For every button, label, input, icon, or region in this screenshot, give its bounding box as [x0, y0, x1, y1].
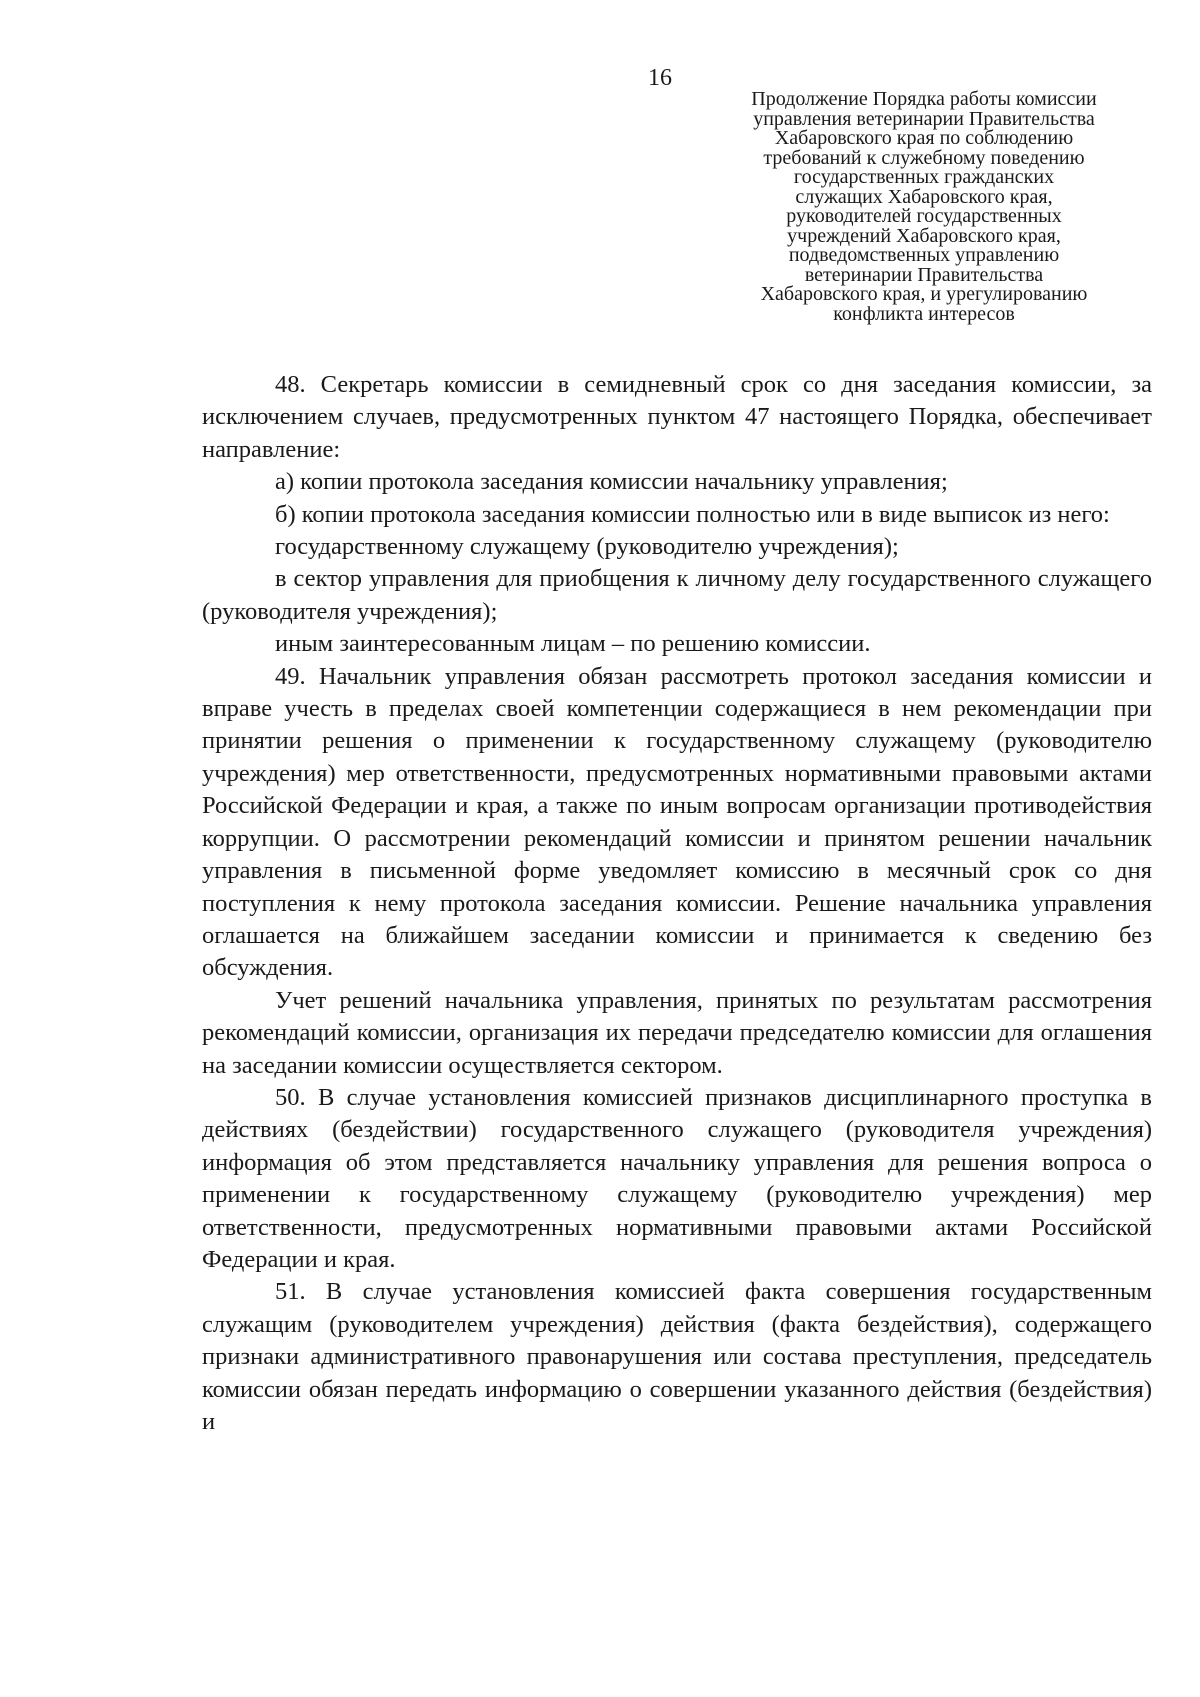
paragraph-48-recipient-others: иным заинтересованным лицам – по решению комиссии.: [275, 630, 871, 658]
header-line: требований к служебному поведению: [763, 146, 1085, 169]
document-body: [202, 369, 1152, 1438]
paragraph-48: 48. Секретарь комиссии в семидневный срок со дня заседания комиссии, за исключением случаев, предусмотренных пунктом 47 настоящего Порядка, обеспечивает направление:: [202, 371, 1152, 463]
document-header-block: [716, 90, 1132, 324]
header-line: Хабаровского края, и урегулированию: [760, 283, 1088, 305]
header-line: конфликта интересов: [833, 302, 1015, 325]
header-line: управления ветеринарии Правительства: [753, 107, 1095, 130]
header-line: Хабаровского края по соблюдению: [774, 127, 1074, 149]
header-line: государственных гражданских: [793, 166, 1055, 188]
header-line: руководителей государственных: [786, 205, 1062, 227]
paragraph-48-item-b: б) копии протокола заседания комиссии полностью или в виде выписок из него:: [275, 500, 1110, 528]
paragraph-48-recipient-employee: государственному служащему (руководителю учреждения);: [275, 533, 899, 561]
paragraph-49-accounting: Учет решений начальника управления, принятых по результатам рассмотрения рекомендаций комиссии, организация их передачи председателю комиссии для оглашения на заседании комиссии осуществляется сектором.: [202, 986, 1152, 1079]
header-line: подведомственных управлению: [788, 244, 1060, 266]
paragraph-48-recipient-sector: в сектор управления для приобщения к личному делу государственного служащего (руководителя учреждения);: [202, 565, 1152, 625]
header-line: Продолжение Порядка работы комиссии: [751, 88, 1097, 110]
paragraph-50: 50. В случае установления комиссией признаков дисциплинарного проступка в действиях (бездействии) государственного служащего (руководителя учреждения) информация об этом представляется начальнику управления для решения вопроса о применении к государственному служащему (руководителю учреждения) мер ответственности, предусмотренных нормативными правовыми актами Российской Федерации и края.: [202, 1083, 1152, 1273]
paragraph-49: 49. Начальник управления обязан рассмотреть протокол заседания комиссии и вправе учесть в пределах своей компетенции содержащиеся в нем рекомендации при принятии решения о применении к государственному служащему (руководителю учреждения) мер ответственности, предусмотренных нормативными правовыми актами Российской Федерации и края, а также по иным вопросам организации противодействия коррупции. О рассмотрении рекомендаций комиссии и принятом решении начальник управления в письменной форме уведомляет комиссию в месячный срок со дня поступления к нему протокола заседания комиссии. Решение начальника управления оглашается на ближайшем заседании комиссии и принимается к сведению без обсуждения.: [202, 662, 1152, 982]
paragraph-48-item-a: а) копии протокола заседания комиссии начальнику управления;: [275, 468, 948, 496]
header-line: ветеринарии Правительства: [804, 263, 1044, 286]
page-number: 16: [648, 65, 672, 91]
header-line: служащих Хабаровского края,: [795, 185, 1053, 208]
paragraph-51: 51. В случае установления комиссией факта совершения государственным служащим (руководителем учреждения) действия (факта бездействия), содержащего признаки административного правонарушения или состава преступления, председатель комиссии обязан передать информацию о совершении указанного действия (бездействия) и: [202, 1278, 1152, 1435]
header-line: учреждений Хабаровского края,: [787, 224, 1061, 247]
